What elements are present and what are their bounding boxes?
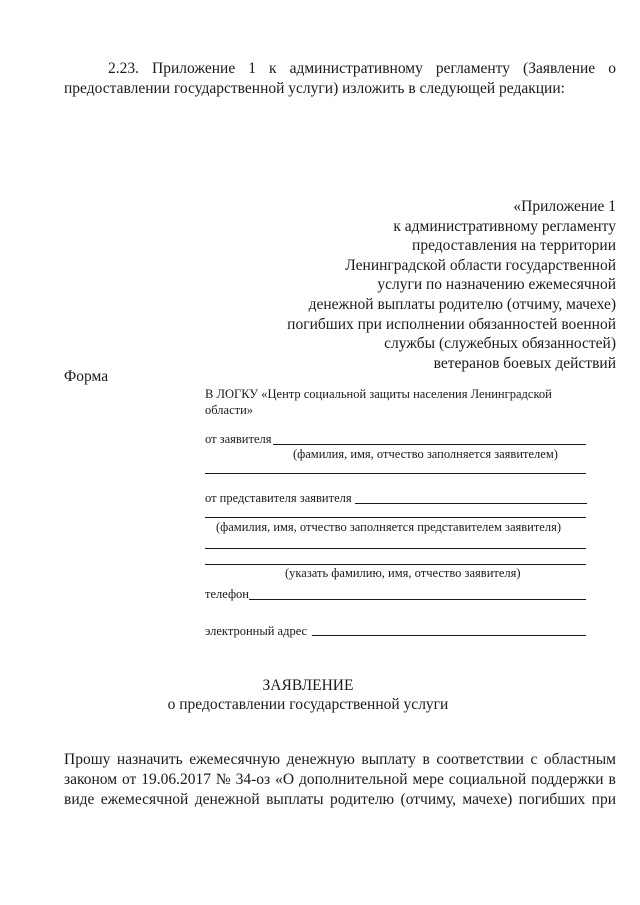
email-label: электронный адрес bbox=[205, 624, 308, 638]
addressee-line-2: области» bbox=[205, 403, 254, 417]
intro-word: 1 bbox=[248, 60, 257, 77]
applicant-name-field-line-2[interactable] bbox=[205, 473, 586, 474]
representative-name-field-line-2[interactable] bbox=[205, 517, 586, 518]
body-word: Прошу bbox=[64, 751, 111, 768]
body-word: социальной bbox=[448, 771, 527, 788]
addressee-line-1: В ЛОГКУ «Центр социальной защиты населения Ленинградской bbox=[205, 387, 552, 401]
intro-word: о bbox=[608, 60, 616, 77]
phone-label: телефон bbox=[205, 587, 249, 601]
applicant-name-field[interactable] bbox=[273, 444, 586, 445]
body-word: виде bbox=[64, 791, 95, 808]
body-word: ежемесячной bbox=[100, 791, 189, 808]
appendix-reference bbox=[287, 197, 616, 373]
intro-word: к bbox=[269, 60, 277, 77]
body-word: денежной bbox=[194, 791, 260, 808]
applicant-hint: (фамилия, имя, отчество заполняется заявителем) bbox=[293, 447, 558, 461]
applicant-full-name-field-line-2[interactable] bbox=[205, 564, 586, 565]
appendix-line: службы (служебных обязанностей) bbox=[384, 335, 616, 353]
body-word: при bbox=[591, 791, 616, 808]
body-word: 19.06.2017 bbox=[141, 771, 211, 788]
form-label: Форма bbox=[64, 368, 109, 385]
applicant-full-name-field[interactable] bbox=[205, 548, 586, 549]
body-word: № bbox=[215, 771, 231, 788]
appendix-line: «Приложение 1 bbox=[513, 198, 616, 215]
body-word: поддержки bbox=[531, 771, 604, 788]
statement-subtitle: о предоставлении государственной услуги bbox=[167, 696, 449, 713]
intro-word: регламенту bbox=[435, 60, 510, 77]
body-word: в bbox=[608, 771, 616, 788]
body-word: мачехе) bbox=[462, 791, 513, 808]
phone-field[interactable] bbox=[249, 599, 586, 600]
body-line-3 bbox=[64, 790, 616, 810]
representative-hint: (фамилия, имя, отчество заполняется представителем заявителя) bbox=[216, 520, 561, 534]
appendix-line: погибших при исполнении обязанностей военной bbox=[287, 315, 616, 333]
body-word: 34-оз bbox=[235, 771, 271, 788]
statement-title: ЗАЯВЛЕНИЕ bbox=[262, 677, 354, 694]
body-line-2 bbox=[64, 770, 616, 790]
body-word: погибших bbox=[518, 791, 586, 808]
from-representative-label: от представителя заявителя bbox=[205, 491, 352, 505]
body-line-1 bbox=[64, 750, 616, 770]
appendix-line: к административному регламенту bbox=[393, 217, 616, 235]
body-word: денежную bbox=[286, 751, 355, 768]
from-applicant-label: от заявителя bbox=[205, 432, 272, 446]
body-word: «О bbox=[275, 771, 295, 788]
intro-word: административному bbox=[289, 60, 423, 77]
intro-line-2: предоставлении государственной услуги) изложить в следующей редакции: bbox=[64, 80, 565, 97]
intro-line-1 bbox=[64, 59, 616, 79]
appendix-line: ветеранов боевых действий bbox=[433, 354, 616, 372]
body-word: в bbox=[422, 751, 430, 768]
appendix-line: денежной выплаты родителю (отчиму, мачехе) bbox=[308, 295, 616, 313]
applicant-name-hint: (указать фамилию, имя, отчество заявителя) bbox=[285, 566, 521, 580]
intro-word: Приложение bbox=[152, 60, 236, 77]
appendix-line: Ленинградской области государственной bbox=[345, 256, 616, 274]
body-word: с bbox=[530, 751, 538, 768]
body-word: (отчиму, bbox=[400, 791, 457, 808]
representative-name-field[interactable] bbox=[355, 503, 587, 504]
body-word: соответствии bbox=[436, 751, 524, 768]
appendix-line: услуги по назначению ежемесячной bbox=[377, 276, 616, 294]
statement-body bbox=[64, 750, 616, 810]
body-word: назначить bbox=[116, 751, 183, 768]
body-word: областным bbox=[543, 751, 616, 768]
intro-number: 2.23. bbox=[108, 60, 139, 77]
body-word: выплату bbox=[361, 751, 416, 768]
body-word: выплаты bbox=[266, 791, 324, 808]
body-word: родителю bbox=[329, 791, 395, 808]
intro-paragraph bbox=[64, 59, 616, 99]
intro-word: (Заявление bbox=[523, 60, 596, 77]
appendix-line: предоставления на территории bbox=[412, 237, 616, 255]
body-word: ежемесячную bbox=[189, 751, 281, 768]
body-word: от bbox=[121, 771, 137, 788]
body-word: законом bbox=[64, 771, 118, 788]
body-word: мере bbox=[412, 771, 444, 788]
email-field[interactable] bbox=[312, 635, 586, 636]
body-word: дополнительной bbox=[298, 771, 408, 788]
